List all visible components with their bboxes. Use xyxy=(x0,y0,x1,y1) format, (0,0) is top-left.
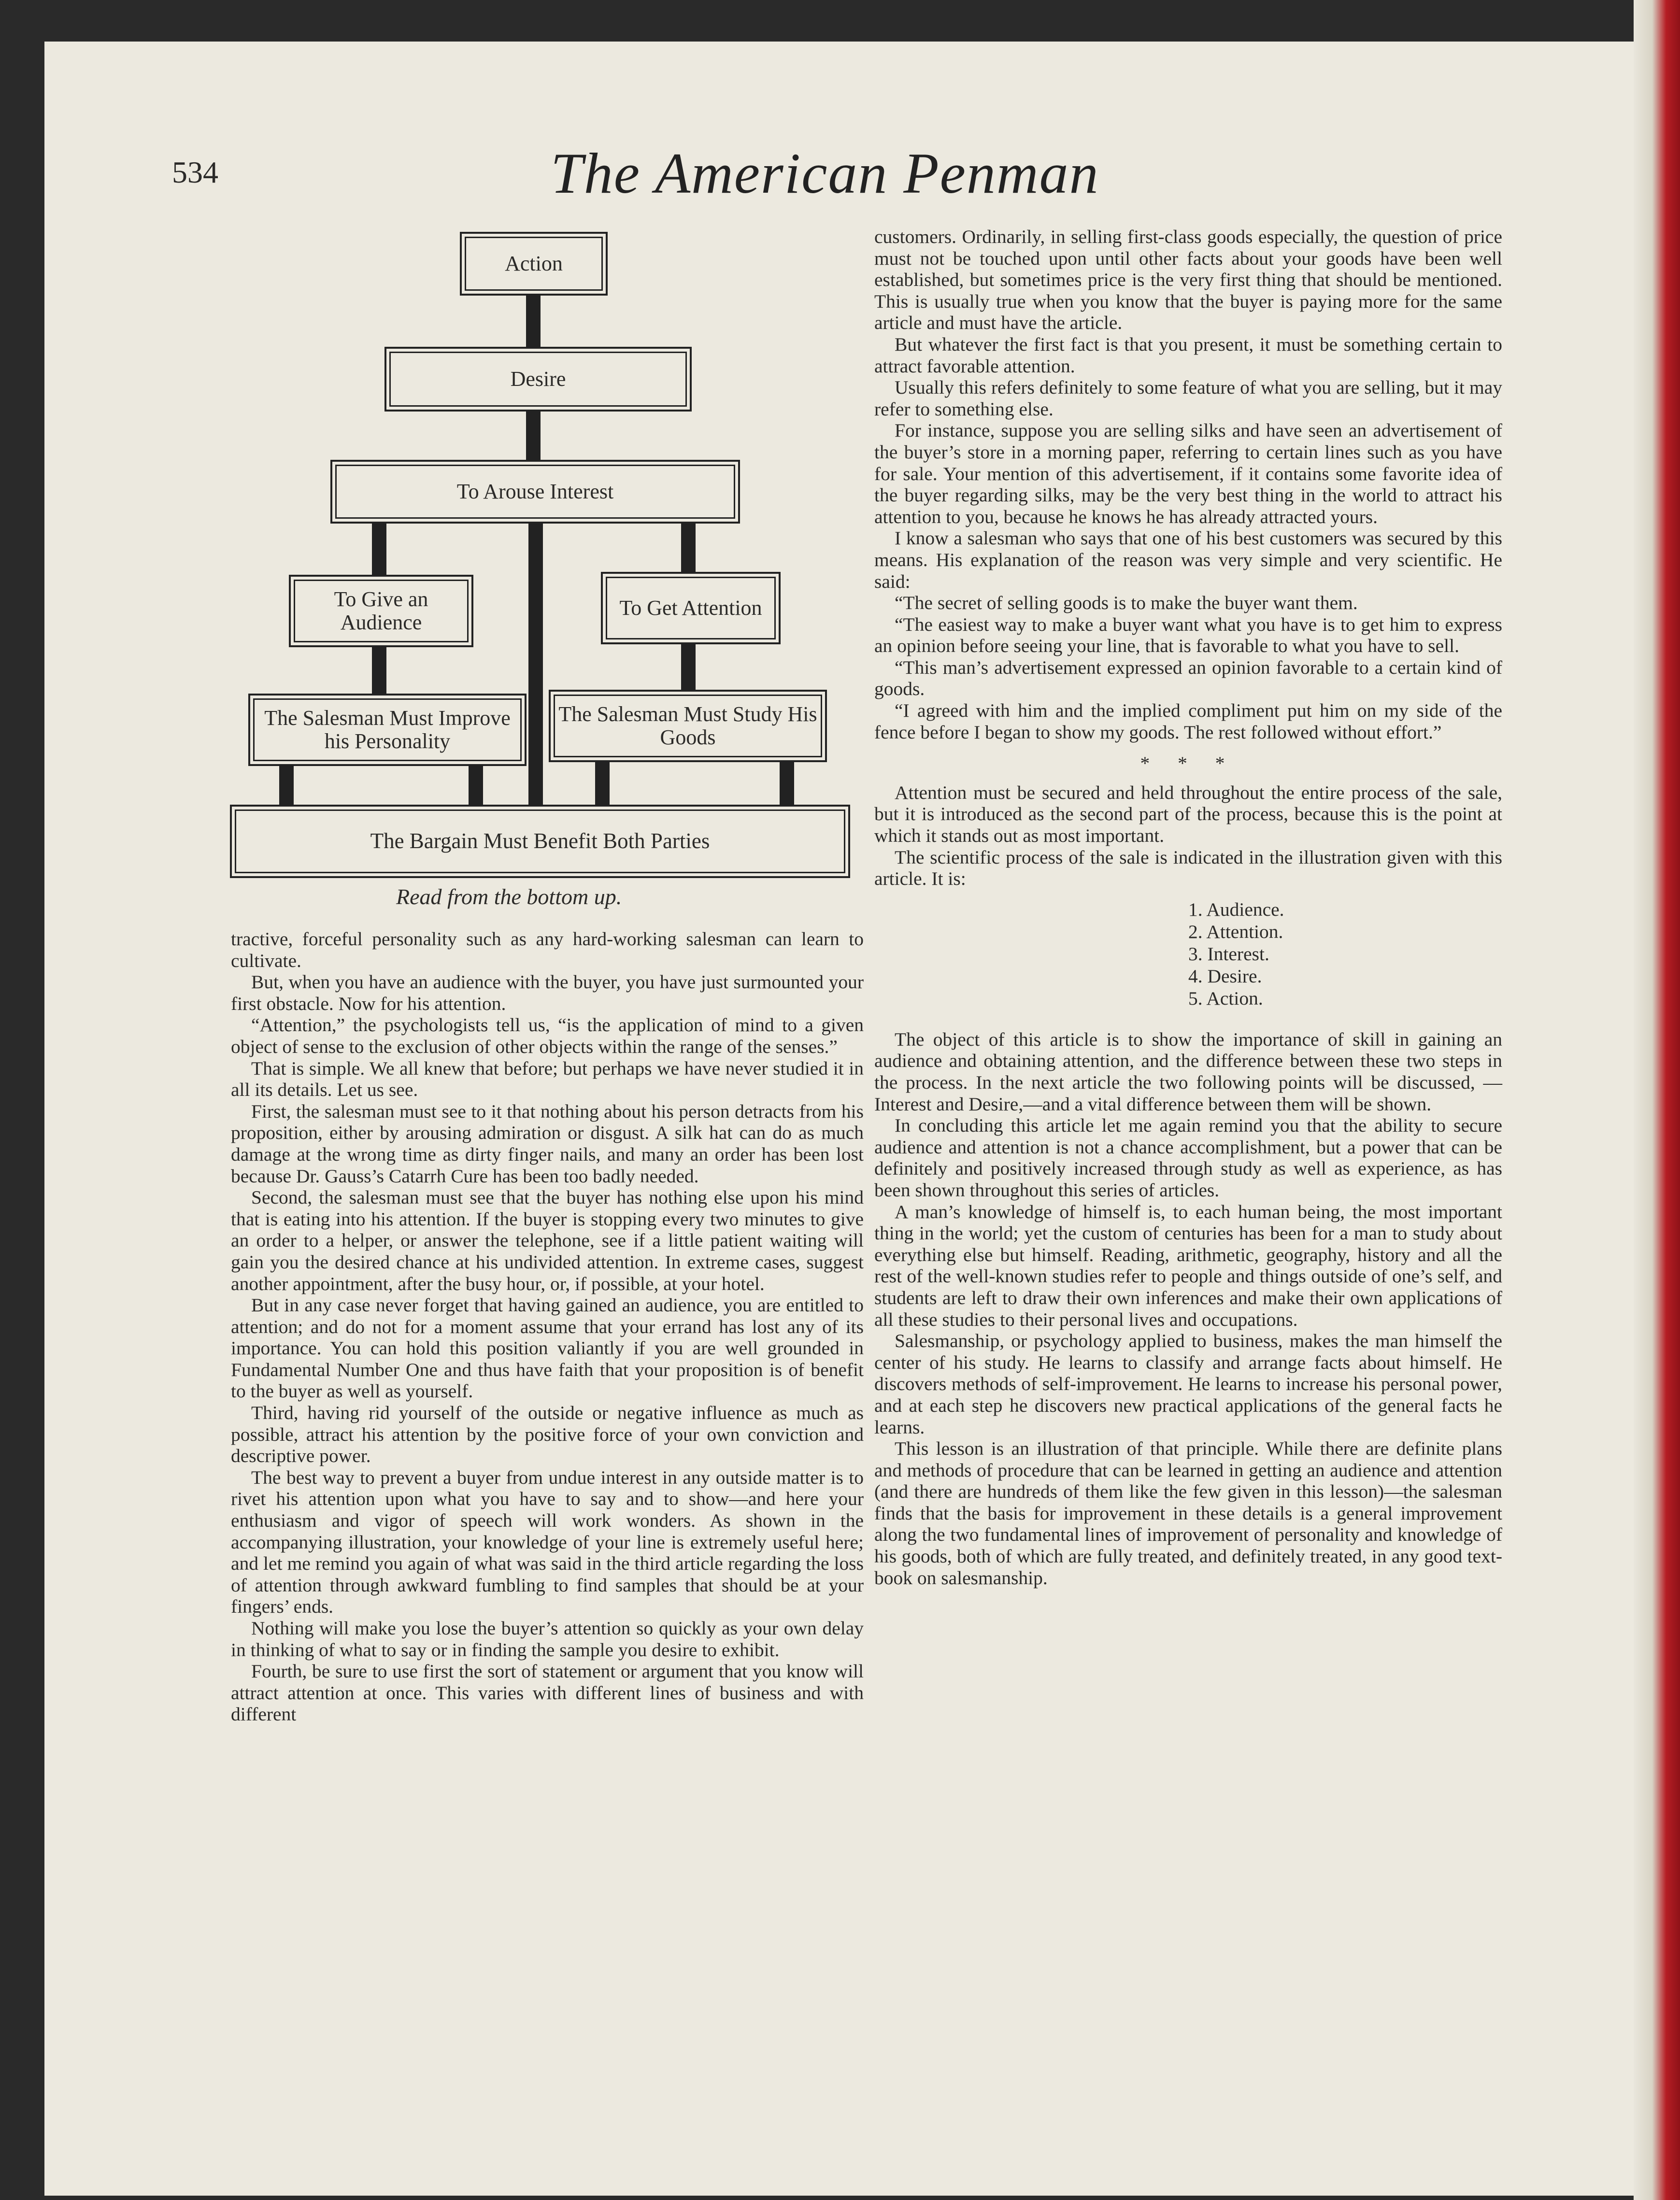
list-item: 3. Interest. xyxy=(1188,943,1269,965)
paragraph: “The secret of selling goods is to make the buyer want them. xyxy=(895,592,1358,614)
paragraph: “I agreed with him and the implied compliment put him on my side of the fence before I began to show my goods. The rest followed without effort.” xyxy=(874,700,1502,743)
paragraph: But in any case never forget that having gained an audience, you are entitled to attention; and do not for a moment assume that your errand has lost any of its importance. You can hold this position valiantly if you are well grounded in Fundamental Number One and thus have faith that your proposition is of benefit to the buyer as well as yourself. xyxy=(231,1294,864,1402)
box-get-attention: To Get Attention xyxy=(606,577,776,639)
paragraph: Attention must be secured and held throughout the entire process of the sale, but it is introduced as the second part of the process, because this is the point at which it stands out as most important. xyxy=(874,781,1502,847)
paragraph: “The easiest way to make a buyer want what you have is to get him to express an opinion before seeing your line, that is favorable to what you have to sell. xyxy=(874,613,1502,657)
paragraph: The best way to prevent a buyer from undue interest in any outside matter is to rivet his attention upon what you have to say and to show—and here your enthusiasm and vigor of speech will work wonders. As shown in the accompanying illustration, your knowledge of your line is extremely useful here; and let me remind you again of what was said in the third article regarding the loss of attention through awkward fumbling to find samples that should be at your fingers’ ends. xyxy=(231,1466,864,1618)
paragraph: The scientific process of the sale is indicated in the illustration given with this article. It is: xyxy=(874,846,1502,890)
page-number: 534 xyxy=(172,155,218,189)
connector xyxy=(526,412,541,462)
box-improve-personality: The Salesman Must Improve his Personality xyxy=(253,698,522,761)
paragraph: First, the salesman must see to it that nothing about his person detracts from his proposition, either by arousing admiration or disgust. A silk hat can do as much damage at the wrong time as dirty finger nails, and many an order has been lost because Dr. Gauss’s Catarrh Cure has been too badly needed. xyxy=(231,1100,864,1187)
box-desire: Desire xyxy=(389,352,687,407)
list-item: 5. Action. xyxy=(1188,987,1263,1009)
paragraph: I know a salesman who says that one of his best customers was secured by this means. His explanation of the reason was very simple and very scientific. He said: xyxy=(874,527,1502,592)
connector xyxy=(372,647,386,695)
list-item: 4. Desire. xyxy=(1188,965,1262,987)
paragraph: But, when you have an audience with the buyer, you have just surmounted your first obstacle. Now for his attention. xyxy=(231,971,864,1014)
paragraph: Second, the salesman must see that the buyer has nothing else upon his mind that is eating into his attention. If the buyer is stopping every two minutes to give an order to a helper, or answer the telephone, see if a little patient waiting will gain you the desired chance at his undivided attention. In extreme cases, suggest another appointment, after the busy hour, or, if possible, at your hotel. xyxy=(231,1187,864,1294)
left-column xyxy=(231,928,864,1725)
paragraph: For instance, suppose you are selling silks and have seen an advertisement of the buyer’s store in a morning paper, referring to certain lines such as you have for sale. Your mention of this advertisement, if it contains some favorite idea of the buyer regarding silks, may be the very best thing in the world to attract his attention to you, because he knows he has already attracted yours. xyxy=(874,420,1502,527)
section-separator: * * * xyxy=(1140,752,1237,774)
connector xyxy=(681,644,696,693)
masthead-logo xyxy=(551,140,1159,213)
connector xyxy=(526,296,541,348)
connector xyxy=(780,762,794,807)
paragraph: The object of this article is to show the importance of skill in gaining an audience and obtaining attention, and the difference between these two steps in the process. In the next article the two following points will be discussed, —Interest and Desire,—and a vital difference between them will be shown. xyxy=(874,1028,1502,1115)
connector xyxy=(279,766,294,807)
paragraph: Third, having rid yourself of the outside or negative influence as much as possible, attract his attention by the positive force of your own conviction and descriptive power. xyxy=(231,1402,864,1467)
paragraph: Usually this refers definitely to some feature of what you are selling, but it may refer to something else. xyxy=(874,377,1502,420)
box-bargain: The Bargain Must Benefit Both Parties xyxy=(235,809,845,873)
paragraph: But whatever the first fact is that you present, it must be something certain to attract favorable attention. xyxy=(874,333,1502,377)
connector xyxy=(469,766,483,807)
connector xyxy=(528,524,543,807)
book-spine xyxy=(1634,0,1680,2200)
paragraph: Salesmanship, or psychology applied to business, makes the man himself the center of his study. He learns to classify and arrange facts about himself. He discovers methods of self-improvement. He learns to increase his personal power, and at each step he discovers new practical applications of the general facts he learns. xyxy=(874,1330,1502,1438)
paragraph: This lesson is an illustration of that principle. While there are definite plans and methods of procedure that can be learned in getting an audience and attention (and there are hundreds of them like the few given in this lesson)—the salesman finds that the basis for improvement in these details is a general improvement along the two fundamental lines of improvement of personality and knowledge of his goods, both of which are fully treated, and definitely treated, in any good text-book on salesmanship. xyxy=(874,1438,1502,1589)
box-action: Action xyxy=(465,237,603,291)
box-arouse-interest: To Arouse Interest xyxy=(335,465,735,519)
process-list xyxy=(874,898,1502,1009)
list-item: 1. Audience. xyxy=(1188,898,1284,920)
paragraph: A man’s knowledge of himself is, to each human being, the most important thing in the world; yet the custom of centuries has been for a man to study about everything else but himself. Reading, arithmetic, geography, history and all the rest of the well-known studies refer to people and things outside of one’s self, and students are left to draw their own inferences and make their own applications of all these studies to their personal lives and occupations. xyxy=(874,1201,1502,1330)
paragraph: “Attention,” the psychologists tell us, “is the application of mind to a given object of sense to the exclusion of other objects within the range of the senses.” xyxy=(231,1014,864,1057)
diagram-caption: Read from the bottom up. xyxy=(396,884,622,909)
paragraph: That is simple. We all knew that before; but perhaps we have never studied it in all its details. Let us see. xyxy=(231,1057,864,1101)
connector xyxy=(681,524,696,572)
paragraph: tractive, forceful personality such as any hard-working salesman can learn to cultivate. xyxy=(231,928,864,971)
box-study-goods: The Salesman Must Study His Goods xyxy=(554,695,822,757)
connector xyxy=(372,524,386,577)
box-give-audience: To Give an Audience xyxy=(294,580,469,642)
right-column xyxy=(874,226,1502,1589)
paragraph: customers. Ordinarily, in selling first-class goods especially, the question of price must not be touched upon until other facts about your goods have been well established, but sometimes price is the very first thing that should be mentioned. This is usually true when you know that the buyer is paying more for the same article and must have the article. xyxy=(874,226,1502,334)
paragraph: Fourth, be sure to use first the sort of statement or argument that you know will attract attention at once. This varies with different lines of business and with different xyxy=(231,1661,864,1725)
list-item: 2. Attention. xyxy=(1188,921,1283,942)
masthead-text: The American Penman xyxy=(551,141,1099,205)
connector xyxy=(595,762,610,807)
paragraph: “This man’s advertisement expressed an opinion favorable to a certain kind of goods. xyxy=(874,656,1502,700)
paragraph: In concluding this article let me again remind you that the ability to secure audience and attention is not a chance accomplishment, but a power that can be definitely and positively increased through study as well as experience, as has been shown throughout this series of articles. xyxy=(874,1115,1502,1201)
paragraph: Nothing will make you lose the buyer’s attention so quickly as your own delay in thinking of what to say or in finding the sample you desire to exhibit. xyxy=(231,1618,864,1661)
